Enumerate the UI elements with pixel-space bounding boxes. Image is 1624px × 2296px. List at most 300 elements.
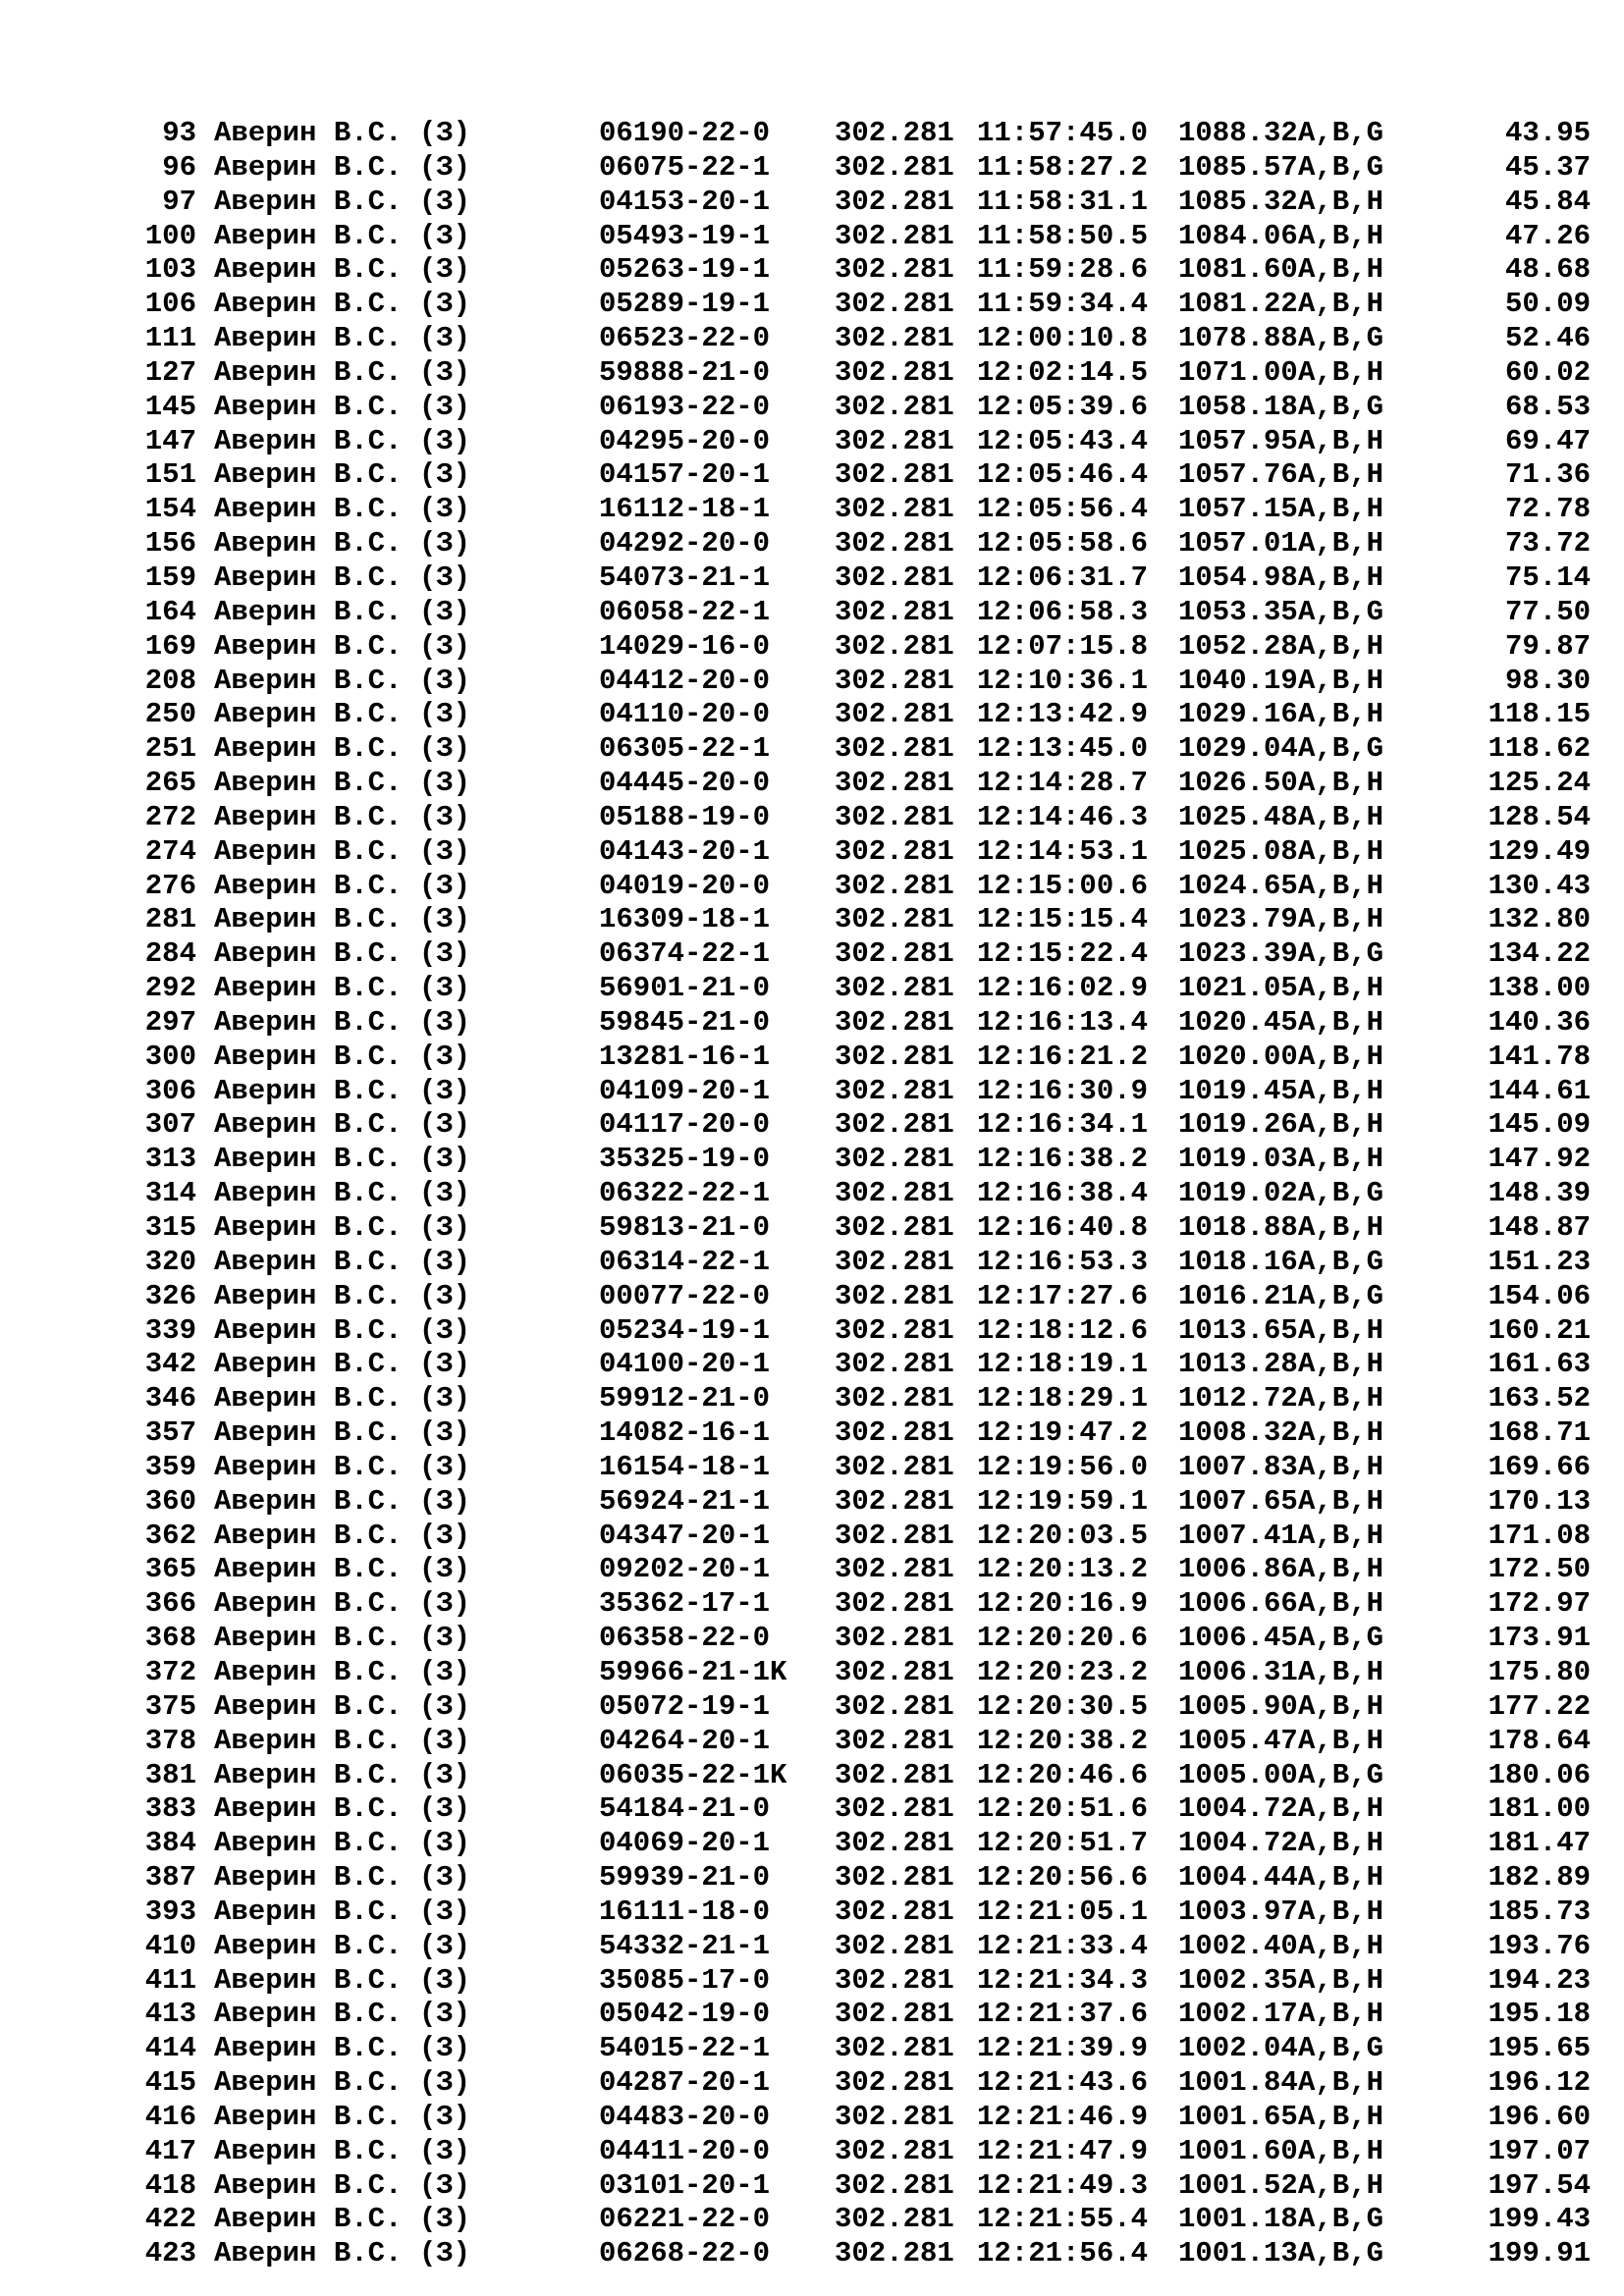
cell-name: Аверин В.С. (З): [214, 1929, 471, 1962]
cell-name: Аверин В.С. (З): [214, 1861, 471, 1895]
cell-ring: 35325-19-0: [599, 1143, 771, 1176]
cell-time: 12:20:23.2: [977, 1655, 1149, 1688]
cell-dist: 302.281: [835, 2168, 954, 2202]
cell-pos: 410: [144, 1929, 196, 1962]
cell-time: 12:20:46.6: [977, 1758, 1149, 1791]
cell-time: 12:21:05.1: [977, 1895, 1149, 1928]
cell-name: Аверин В.С. (З): [214, 903, 471, 936]
cell-pos: 346: [144, 1382, 196, 1415]
cell-speed: 1003.97: [1178, 1895, 1298, 1928]
cell-name: Аверин В.С. (З): [214, 1689, 471, 1723]
cell-dist: 302.281: [835, 1177, 954, 1210]
cell-pos: 103: [144, 253, 196, 287]
cell-name: Аверин В.С. (З): [214, 185, 471, 218]
cell-speed: 1040.19: [1178, 664, 1298, 697]
cell-dist: 302.281: [835, 1622, 954, 1655]
cell-dist: 302.281: [835, 493, 954, 526]
cell-points: 161.63: [1488, 1348, 1591, 1381]
cell-time: 12:05:43.4: [977, 424, 1149, 457]
cell-ring: 09202-20-1: [599, 1553, 771, 1586]
table-row: [0, 1690, 1624, 1725]
table-row: [0, 1896, 1624, 1930]
cell-speed: 1004.72: [1178, 1792, 1298, 1826]
cell-name: Аверин В.С. (З): [214, 1758, 471, 1791]
cell-speed: 1006.45: [1178, 1622, 1298, 1655]
cell-name: Аверин В.С. (З): [214, 800, 471, 833]
cell-codes: A,B,H: [1298, 698, 1384, 731]
results-table: [0, 117, 1624, 2271]
cell-time: 12:20:51.7: [977, 1827, 1149, 1860]
cell-time: 12:21:39.9: [977, 2032, 1149, 2065]
cell-dist: 302.281: [835, 1724, 954, 1757]
cell-time: 12:21:56.4: [977, 2237, 1149, 2270]
cell-codes: A,B,H: [1298, 869, 1384, 902]
cell-points: 68.53: [1504, 390, 1591, 423]
cell-name: Аверин В.С. (З): [214, 1827, 471, 1860]
cell-ring: 06314-22-1: [599, 1245, 771, 1278]
cell-codes: A,B,H: [1298, 1211, 1384, 1244]
table-row: [0, 2066, 1624, 2101]
cell-points: 71.36: [1504, 458, 1591, 492]
cell-speed: 1071.00: [1178, 355, 1298, 389]
cell-points: 79.87: [1504, 629, 1591, 663]
cell-points: 173.91: [1488, 1622, 1591, 1655]
cell-ring: 56901-21-0: [599, 972, 771, 1005]
cell-dist: 302.281: [835, 664, 954, 697]
cell-name: Аверин В.С. (З): [214, 1963, 471, 1997]
cell-name: Аверин В.С. (З): [214, 288, 471, 321]
table-row: [0, 2032, 1624, 2066]
cell-speed: 1001.18: [1178, 2203, 1298, 2236]
cell-codes: A,B,H: [1298, 1519, 1384, 1552]
cell-name: Аверин В.С. (З): [214, 1519, 471, 1552]
cell-time: 12:00:10.8: [977, 322, 1149, 355]
cell-pos: 357: [144, 1416, 196, 1450]
cell-codes: A,B,G: [1298, 2203, 1384, 2236]
table-row: [0, 801, 1624, 835]
table-row: [0, 732, 1624, 767]
cell-points: 132.80: [1488, 903, 1591, 936]
cell-codes: A,B,H: [1298, 1587, 1384, 1621]
cell-ring: 06058-22-1: [599, 595, 771, 628]
cell-ring: 16154-18-1: [599, 1450, 771, 1483]
cell-ring: 04264-20-1: [599, 1724, 771, 1757]
cell-time: 11:58:27.2: [977, 150, 1149, 184]
cell-dist: 302.281: [835, 1963, 954, 1997]
cell-time: 12:05:58.6: [977, 527, 1149, 561]
cell-speed: 1081.22: [1178, 288, 1298, 321]
cell-pos: 100: [144, 219, 196, 252]
cell-dist: 302.281: [835, 458, 954, 492]
cell-speed: 1081.60: [1178, 253, 1298, 287]
table-row: [0, 1485, 1624, 1520]
cell-pos: 362: [144, 1519, 196, 1552]
cell-pos: 313: [144, 1143, 196, 1176]
cell-speed: 1002.35: [1178, 1963, 1298, 1997]
cell-pos: 418: [144, 2168, 196, 2202]
cell-speed: 1006.66: [1178, 1587, 1298, 1621]
cell-points: 98.30: [1504, 664, 1591, 697]
cell-dist: 302.281: [835, 288, 954, 321]
cell-name: Аверин В.С. (З): [214, 664, 471, 697]
cell-time: 12:10:36.1: [977, 664, 1149, 697]
cell-time: 12:18:19.1: [977, 1348, 1149, 1381]
cell-speed: 1007.65: [1178, 1484, 1298, 1518]
cell-dist: 302.281: [835, 1005, 954, 1039]
cell-name: Аверин В.С. (З): [214, 2203, 471, 2236]
cell-pos: 151: [144, 458, 196, 492]
cell-time: 12:16:38.2: [977, 1143, 1149, 1176]
cell-speed: 1020.00: [1178, 1040, 1298, 1073]
cell-speed: 1025.08: [1178, 834, 1298, 868]
cell-points: 118.15: [1488, 698, 1591, 731]
cell-pos: 265: [144, 767, 196, 800]
cell-dist: 302.281: [835, 903, 954, 936]
cell-ring: 04069-20-1: [599, 1827, 771, 1860]
cell-points: 181.00: [1488, 1792, 1591, 1826]
cell-ring: 13281-16-1: [599, 1040, 771, 1073]
cell-codes: A,B,H: [1298, 1827, 1384, 1860]
cell-speed: 1053.35: [1178, 595, 1298, 628]
cell-speed: 1088.32: [1178, 117, 1298, 149]
cell-time: 12:19:47.2: [977, 1416, 1149, 1450]
cell-ring: 54073-21-1: [599, 561, 771, 594]
cell-pos: 315: [144, 1211, 196, 1244]
cell-pos: 423: [144, 2237, 196, 2270]
cell-codes: A,B,H: [1298, 767, 1384, 800]
cell-name: Аверин В.С. (З): [214, 1655, 471, 1688]
cell-points: 197.54: [1488, 2168, 1591, 2202]
cell-ring: 59813-21-0: [599, 1211, 771, 1244]
cell-codes: A,B,G: [1298, 1245, 1384, 1278]
table-row: [0, 1861, 1624, 1896]
table-row: [0, 903, 1624, 937]
cell-name: Аверин В.С. (З): [214, 767, 471, 800]
table-row: [0, 561, 1624, 596]
table-row: [0, 1075, 1624, 1109]
cell-name: Аверин В.С. (З): [214, 1348, 471, 1381]
cell-codes: A,B,H: [1298, 1382, 1384, 1415]
cell-ring: 04100-20-1: [599, 1348, 771, 1381]
table-row: [0, 391, 1624, 425]
cell-pos: 359: [144, 1450, 196, 1483]
cell-codes: A,B,H: [1298, 1998, 1384, 2031]
cell-dist: 302.281: [835, 1108, 954, 1142]
cell-name: Аверин В.С. (З): [214, 1792, 471, 1826]
cell-name: Аверин В.С. (З): [214, 322, 471, 355]
cell-points: 72.78: [1504, 493, 1591, 526]
cell-ring: 05072-19-1: [599, 1689, 771, 1723]
cell-name: Аверин В.С. (З): [214, 253, 471, 287]
cell-speed: 1085.57: [1178, 150, 1298, 184]
cell-codes: A,B,H: [1298, 1005, 1384, 1039]
cell-pos: 169: [144, 629, 196, 663]
cell-time: 12:19:59.1: [977, 1484, 1149, 1518]
cell-dist: 302.281: [835, 1587, 954, 1621]
cell-time: 12:14:46.3: [977, 800, 1149, 833]
cell-name: Аверин В.С. (З): [214, 458, 471, 492]
table-row: [0, 972, 1624, 1006]
cell-dist: 302.281: [835, 1998, 954, 2031]
cell-pos: 372: [144, 1655, 196, 1688]
cell-points: 172.97: [1488, 1587, 1591, 1621]
cell-codes: A,B,G: [1298, 322, 1384, 355]
cell-dist: 302.281: [835, 937, 954, 971]
cell-pos: 422: [144, 2203, 196, 2236]
table-row: [0, 1348, 1624, 1382]
cell-dist: 302.281: [835, 1348, 954, 1381]
cell-points: 171.08: [1488, 1519, 1591, 1552]
cell-name: Аверин В.С. (З): [214, 561, 471, 594]
cell-points: 43.95: [1504, 117, 1591, 149]
cell-speed: 1005.00: [1178, 1758, 1298, 1791]
cell-pos: 208: [144, 664, 196, 697]
cell-dist: 302.281: [835, 629, 954, 663]
cell-time: 12:20:51.6: [977, 1792, 1149, 1826]
table-row: [0, 1382, 1624, 1416]
cell-ring: 03101-20-1: [599, 2168, 771, 2202]
table-row: [0, 596, 1624, 630]
cell-name: Аверин В.С. (З): [214, 869, 471, 902]
cell-points: 168.71: [1488, 1416, 1591, 1450]
cell-ring: 35085-17-0: [599, 1963, 771, 1997]
cell-dist: 302.281: [835, 1827, 954, 1860]
cell-speed: 1006.31: [1178, 1655, 1298, 1688]
cell-codes: A,B,H: [1298, 834, 1384, 868]
cell-name: Аверин В.С. (З): [214, 1040, 471, 1073]
table-row: [0, 356, 1624, 391]
cell-dist: 302.281: [835, 869, 954, 902]
cell-name: Аверин В.С. (З): [214, 2100, 471, 2133]
cell-pos: 314: [144, 1177, 196, 1210]
cell-time: 12:20:56.6: [977, 1861, 1149, 1895]
cell-speed: 1057.01: [1178, 527, 1298, 561]
cell-points: 140.36: [1488, 1005, 1591, 1039]
cell-codes: A,B,H: [1298, 355, 1384, 389]
cell-codes: A,B,H: [1298, 2100, 1384, 2133]
cell-pos: 307: [144, 1108, 196, 1142]
cell-points: 194.23: [1488, 1963, 1591, 1997]
cell-name: Аверин В.С. (З): [214, 2134, 471, 2167]
cell-time: 12:15:15.4: [977, 903, 1149, 936]
cell-codes: A,B,H: [1298, 2134, 1384, 2167]
cell-time: 12:15:22.4: [977, 937, 1149, 971]
table-row: [0, 630, 1624, 665]
table-row: [0, 253, 1624, 288]
cell-ring: 05289-19-1: [599, 288, 771, 321]
cell-name: Аверин В.С. (З): [214, 493, 471, 526]
cell-dist: 302.281: [835, 2032, 954, 2065]
table-row: [0, 2101, 1624, 2135]
cell-pos: 306: [144, 1074, 196, 1107]
cell-pos: 384: [144, 1827, 196, 1860]
cell-ring: 04153-20-1: [599, 185, 771, 218]
cell-time: 12:21:34.3: [977, 1963, 1149, 1997]
cell-dist: 302.281: [835, 1861, 954, 1895]
cell-points: 160.21: [1488, 1313, 1591, 1347]
cell-points: 50.09: [1504, 288, 1591, 321]
cell-speed: 1013.65: [1178, 1313, 1298, 1347]
cell-dist: 302.281: [835, 1655, 954, 1688]
cell-speed: 1023.39: [1178, 937, 1298, 971]
cell-points: 151.23: [1488, 1245, 1591, 1278]
cell-points: 45.37: [1504, 150, 1591, 184]
cell-time: 12:13:42.9: [977, 698, 1149, 731]
cell-pos: 368: [144, 1622, 196, 1655]
cell-ring: 04295-20-0: [599, 424, 771, 457]
cell-time: 11:59:34.4: [977, 288, 1149, 321]
cell-speed: 1001.65: [1178, 2100, 1298, 2133]
cell-dist: 302.281: [835, 117, 954, 149]
table-row: [0, 1759, 1624, 1793]
cell-pos: 156: [144, 527, 196, 561]
cell-ring: 05188-19-0: [599, 800, 771, 833]
cell-points: 180.06: [1488, 1758, 1591, 1791]
cell-time: 12:21:55.4: [977, 2203, 1149, 2236]
cell-time: 12:07:15.8: [977, 629, 1149, 663]
cell-codes: A,B,H: [1298, 288, 1384, 321]
cell-name: Аверин В.С. (З): [214, 595, 471, 628]
table-row: [0, 1211, 1624, 1246]
cell-pos: 342: [144, 1348, 196, 1381]
cell-speed: 1020.45: [1178, 1005, 1298, 1039]
cell-codes: A,B,H: [1298, 493, 1384, 526]
cell-speed: 1001.84: [1178, 2066, 1298, 2100]
cell-ring: 04109-20-1: [599, 1074, 771, 1107]
cell-dist: 302.281: [835, 1382, 954, 1415]
cell-ring: 59966-21-1K: [599, 1655, 787, 1688]
cell-name: Аверин В.С. (З): [214, 424, 471, 457]
cell-time: 11:59:28.6: [977, 253, 1149, 287]
cell-pos: 164: [144, 595, 196, 628]
cell-dist: 302.281: [835, 1279, 954, 1312]
cell-dist: 302.281: [835, 253, 954, 287]
cell-ring: 16309-18-1: [599, 903, 771, 936]
cell-time: 12:13:45.0: [977, 732, 1149, 766]
cell-pos: 320: [144, 1245, 196, 1278]
cell-speed: 1004.72: [1178, 1827, 1298, 1860]
cell-name: Аверин В.С. (З): [214, 1895, 471, 1928]
cell-speed: 1024.65: [1178, 869, 1298, 902]
cell-points: 175.80: [1488, 1655, 1591, 1688]
cell-codes: A,B,G: [1298, 2032, 1384, 2065]
cell-time: 12:05:39.6: [977, 390, 1149, 423]
cell-dist: 302.281: [835, 1211, 954, 1244]
cell-time: 12:16:40.8: [977, 1211, 1149, 1244]
cell-pos: 366: [144, 1587, 196, 1621]
cell-codes: A,B,H: [1298, 800, 1384, 833]
table-row: [0, 1998, 1624, 2032]
cell-ring: 06358-22-0: [599, 1622, 771, 1655]
cell-dist: 302.281: [835, 561, 954, 594]
cell-speed: 1019.26: [1178, 1108, 1298, 1142]
cell-pos: 413: [144, 1998, 196, 2031]
cell-speed: 1001.52: [1178, 2168, 1298, 2202]
cell-dist: 302.281: [835, 1074, 954, 1107]
cell-time: 12:14:28.7: [977, 767, 1149, 800]
cell-time: 12:05:46.4: [977, 458, 1149, 492]
cell-dist: 302.281: [835, 2134, 954, 2167]
cell-codes: A,B,H: [1298, 219, 1384, 252]
cell-name: Аверин В.С. (З): [214, 2066, 471, 2100]
cell-points: 69.47: [1504, 424, 1591, 457]
cell-points: 75.14: [1504, 561, 1591, 594]
cell-codes: A,B,H: [1298, 664, 1384, 697]
cell-pos: 365: [144, 1553, 196, 1586]
cell-time: 12:05:56.4: [977, 493, 1149, 526]
cell-pos: 360: [144, 1484, 196, 1518]
cell-codes: A,B,H: [1298, 1929, 1384, 1962]
cell-time: 12:18:29.1: [977, 1382, 1149, 1415]
table-row: [0, 1416, 1624, 1451]
cell-dist: 302.281: [835, 390, 954, 423]
cell-points: 141.78: [1488, 1040, 1591, 1073]
cell-ring: 04483-20-0: [599, 2100, 771, 2133]
cell-speed: 1007.41: [1178, 1519, 1298, 1552]
cell-time: 12:18:12.6: [977, 1313, 1149, 1347]
cell-name: Аверин В.С. (З): [214, 1108, 471, 1142]
cell-pos: 154: [144, 493, 196, 526]
cell-ring: 04019-20-0: [599, 869, 771, 902]
cell-pos: 127: [144, 355, 196, 389]
cell-ring: 59845-21-0: [599, 1005, 771, 1039]
cell-time: 12:16:13.4: [977, 1005, 1149, 1039]
cell-points: 178.64: [1488, 1724, 1591, 1757]
cell-dist: 302.281: [835, 1758, 954, 1791]
cell-ring: 05042-19-0: [599, 1998, 771, 2031]
cell-dist: 302.281: [835, 2203, 954, 2236]
cell-time: 11:58:50.5: [977, 219, 1149, 252]
cell-pos: 387: [144, 1861, 196, 1895]
cell-ring: 56924-21-1: [599, 1484, 771, 1518]
cell-name: Аверин В.С. (З): [214, 1998, 471, 2031]
cell-codes: A,B,G: [1298, 2237, 1384, 2270]
cell-name: Аверин В.С. (З): [214, 117, 471, 149]
cell-ring: 04445-20-0: [599, 767, 771, 800]
cell-points: 181.47: [1488, 1827, 1591, 1860]
cell-pos: 272: [144, 800, 196, 833]
cell-pos: 292: [144, 972, 196, 1005]
cell-pos: 415: [144, 2066, 196, 2100]
cell-time: 12:15:00.6: [977, 869, 1149, 902]
cell-name: Аверин В.С. (З): [214, 1553, 471, 1586]
table-row: [0, 1314, 1624, 1349]
table-row: [0, 1553, 1624, 1587]
cell-time: 12:20:03.5: [977, 1519, 1149, 1552]
cell-name: Аверин В.С. (З): [214, 732, 471, 766]
table-row: [0, 458, 1624, 493]
cell-name: Аверин В.С. (З): [214, 1279, 471, 1312]
cell-ring: 54184-21-0: [599, 1792, 771, 1826]
cell-pos: 97: [162, 185, 196, 218]
cell-dist: 302.281: [835, 1450, 954, 1483]
cell-pos: 159: [144, 561, 196, 594]
cell-pos: 274: [144, 834, 196, 868]
cell-ring: 35362-17-1: [599, 1587, 771, 1621]
cell-dist: 302.281: [835, 972, 954, 1005]
cell-name: Аверин В.С. (З): [214, 1724, 471, 1757]
cell-ring: 00077-22-0: [599, 1279, 771, 1312]
table-row: [0, 1656, 1624, 1690]
table-row: [0, 767, 1624, 801]
table-row: [0, 2135, 1624, 2169]
table-row: [0, 1725, 1624, 1759]
cell-ring: 04287-20-1: [599, 2066, 771, 2100]
cell-ring: 14029-16-0: [599, 629, 771, 663]
cell-dist: 302.281: [835, 1519, 954, 1552]
cell-time: 12:06:31.7: [977, 561, 1149, 594]
cell-pos: 93: [162, 117, 196, 149]
